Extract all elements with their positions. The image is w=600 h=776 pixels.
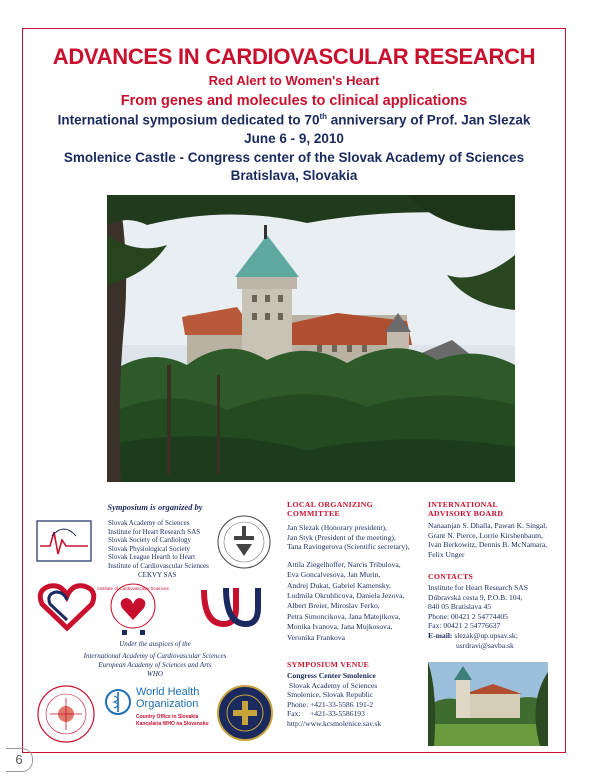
committee-member: Petra Simoncikova, Jana Matejikova, (287, 611, 401, 621)
auspices-item: European Academy of Sciences and Arts (98, 661, 212, 669)
committee-member: Monika Ivanova, Jana Mujkosova, (287, 622, 393, 632)
contact-line: Institute for Heart Research SAS (428, 583, 528, 592)
organizer-item: Slovak Society of Cardiology (108, 536, 192, 545)
advisory-member: Felix Unger (428, 549, 465, 559)
venue-line: Phone: +421-33-5586 191-2 (287, 699, 374, 709)
castle-photo (107, 195, 515, 482)
event-venue: Smolenice Castle - Congress center of the Slovak Academy of Sciences (63, 150, 525, 165)
venue-line: Slovak Academy of Sciences (287, 680, 378, 690)
local-committee (287, 500, 417, 643)
page-title: ADVANCES IN CARDIOVASCULAR RESEARCH (52, 44, 536, 69)
contact-line: Fax: 00421 2 54776637 (428, 621, 501, 631)
institute-cardiovascular-sciences-logo (97, 580, 169, 638)
advisory-member: Ivan Berkowitz, Dennis B. McNamara, (428, 540, 548, 550)
spacer-icon (104, 684, 116, 685)
committee-officer: Jan Styk (President of the meeting), (287, 532, 396, 542)
committee-member: Albert Breier, Miroslav Ferko, (287, 601, 380, 611)
email-link-2[interactable]: usrdravi@savba.sk (456, 640, 514, 650)
organizer-item: Institute for Heart Research SAS (108, 527, 201, 536)
who-emblem-icon (104, 688, 132, 716)
venue-title: SYMPOSIUM VENUE (287, 660, 370, 669)
organizers-list (108, 519, 209, 579)
venue-line: Fax: +421-33-5586193 (287, 709, 365, 719)
venue-website-link[interactable]: http://www.kcsmolenice.sav.sk (287, 718, 382, 728)
auspices-item: International Academy of Cardiovascular Sciences (83, 652, 227, 660)
contacts (428, 572, 563, 650)
organizer-item: Institute of Cardiovascular Sciences (108, 561, 209, 570)
slovak-society-cardiology-logo (196, 580, 266, 632)
organizers-title: Symposium is organized by (107, 502, 203, 512)
advisory-title: INTERNATIONAL (428, 500, 499, 509)
institute-heart-research-logo (36, 520, 92, 562)
event-city: Bratislava, Slovakia (230, 168, 358, 183)
contact-line: 840 05 Bratislava 45 (428, 602, 492, 612)
committee-officer: Jan Slezak (Honorary president), (287, 523, 387, 532)
organizer-item: Slovak Physiological Society (108, 544, 191, 553)
who-office: Country Office in Slovakia (136, 714, 199, 720)
local-committee-title-2: COMMITTEE (287, 509, 340, 518)
venue-block (287, 660, 417, 729)
who-name2: Organization (136, 698, 199, 710)
organizer-item: Slovak Academy of Sciences (108, 519, 190, 527)
email-link-1[interactable]: slezak@up.upsav.sk; (452, 630, 518, 640)
committee-member: Eva Goncalvesova, Jan Murin, (287, 570, 381, 580)
advisory-board (428, 500, 563, 559)
organizer-item: Slovak League Hearth to Heart (108, 553, 196, 562)
auspices-item: WHO (147, 670, 163, 678)
organizer-item: CEKVY SAS (138, 570, 177, 579)
slovak-academy-seal-icon (216, 512, 272, 572)
ics-logo-text: Institute of Cardiovascular Sciences (97, 586, 169, 591)
page-number: 6 (6, 748, 33, 772)
subtitle-red-alert: Red Alert to Women's Heart (208, 73, 380, 88)
advisory-member: Nanaanjan S. Dhalla, Pawan K. Singal, (428, 521, 548, 530)
committee-member: Andrej Dukat, Gabriel Kamensky, (287, 580, 391, 590)
committee-member: Attila Ziegelhoffer, Narcis Tribulova, (287, 559, 401, 569)
venue-name: Congress Center Smolenice (287, 671, 376, 680)
castle-thumbnail-photo (428, 662, 548, 746)
auspices-title: Under the auspices of the (119, 640, 191, 648)
local-committee-title: LOCAL ORGANIZING (287, 500, 374, 509)
advisory-title-2: ADVISORY BOARD (428, 509, 504, 518)
who-name: World Health (136, 686, 200, 698)
who-office2: Kancelária WHO na Slovensku (136, 721, 209, 727)
contact-line: Phone: 00421 2 54774405 (428, 611, 508, 621)
advisory-member: Grant N. Pierce, Lorrie Kirshenbaum, (428, 530, 543, 540)
committee-officer: Tana Ravingerova (Scientific secretary), (287, 542, 410, 552)
european-academy-seal-icon (216, 684, 274, 742)
slovak-league-heart-logo (36, 580, 98, 632)
venue-line: Smolenice, Slovak Republic (287, 690, 374, 700)
contacts-title: CONTACTS (428, 572, 474, 581)
email-label: E-mail: (428, 630, 453, 640)
event-dates: June 6 - 9, 2010 (244, 131, 344, 146)
subtitle-genes: From genes and molecules to clinical applications (120, 93, 468, 109)
symposium-line: International symposium dedicated to 70th anniversary of Prof. Jan Slezak (57, 112, 531, 128)
committee-member: Ludmila Okruhlicova, Daniela Jezova, (287, 591, 405, 600)
contact-line: Dúbravská cesta 9, P.O.B. 104, (428, 592, 523, 602)
iacs-seal-icon (36, 684, 96, 744)
contact-email (428, 631, 563, 641)
committee-member: Veronika Frankova (287, 632, 345, 642)
